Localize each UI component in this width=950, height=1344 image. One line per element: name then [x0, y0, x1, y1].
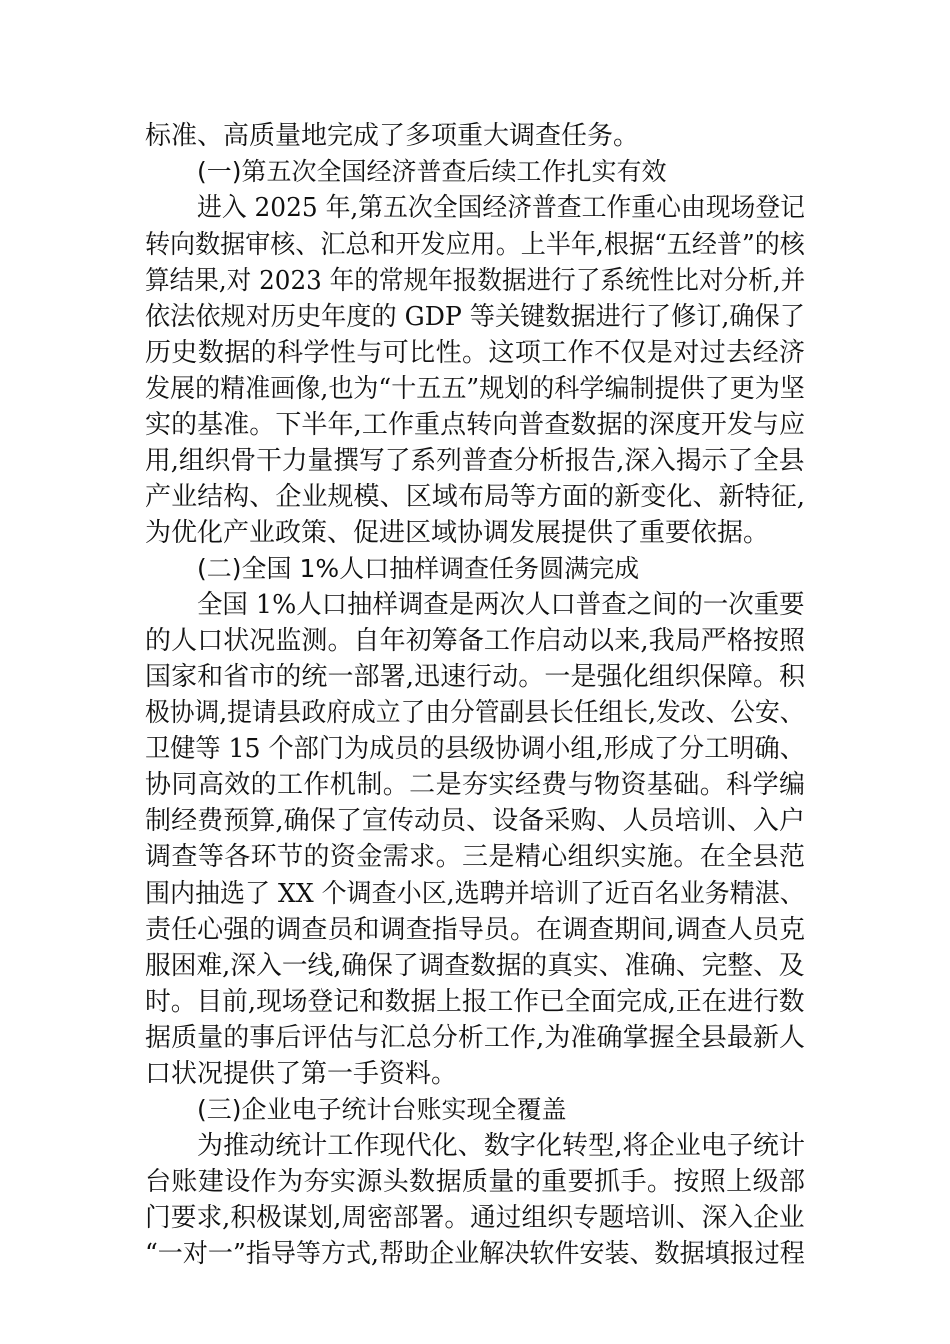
- text-line: 为推动统计工作现代化、数字化转型,将企业电子统计: [197, 1131, 805, 1161]
- text-line: 全国 1%人口抽样调查是两次人口普查之间的一次重要: [197, 590, 805, 620]
- text-line: 极协调,提请县政府成立了由分管副县长任组长,发改、公安、: [145, 698, 805, 728]
- text-line: 用,组织骨干力量撰写了系列普查分析报告,深入揭示了全县: [145, 446, 805, 476]
- section-heading-3: (三)企业电子统计台账实现全覆盖: [197, 1095, 567, 1124]
- text-line: 据质量的事后评估与汇总分析工作,为准确掌握全县最新人: [145, 1023, 805, 1053]
- text-line: 产业结构、企业规模、区域布局等方面的新变化、新特征,: [145, 482, 805, 512]
- text-line: 时。目前,现场登记和数据上报工作已全面完成,正在进行数: [145, 987, 805, 1017]
- text-line: 发展的精准画像,也为“十五五”规划的科学编制提供了更为坚: [145, 374, 805, 404]
- text-line: 围内抽选了 XX 个调查小区,选聘并培训了近百名业务精湛、: [145, 879, 805, 909]
- text-line: 国家和省市的统一部署,迅速行动。一是强化组织保障。积: [145, 662, 805, 692]
- text-line: 依法依规对历史年度的 GDP 等关键数据进行了修订,确保了: [145, 302, 805, 332]
- section-heading-1: (一)第五次全国经济普查后续工作扎实有效: [197, 157, 667, 186]
- text-line: 协同高效的工作机制。二是夯实经费与物资基础。科学编: [145, 770, 805, 800]
- text-line: 调查等各环节的资金需求。三是精心组织实施。在全县范: [145, 842, 805, 872]
- text-line: 卫健等 15 个部门为成员的县级协调小组,形成了分工明确、: [145, 734, 805, 764]
- text-line: 服困难,深入一线,确保了调查数据的真实、准确、完整、及: [145, 951, 805, 981]
- text-line: 制经费预算,确保了宣传动员、设备采购、人员培训、入户: [145, 806, 805, 836]
- text-line: 口状况提供了第一手资料。: [145, 1059, 458, 1089]
- text-line: “一对一”指导等方式,帮助企业解决软件安装、数据填报过程: [145, 1239, 805, 1269]
- text-line: 转向数据审核、汇总和开发应用。上半年,根据“五经普”的核: [145, 230, 805, 260]
- text-line: 算结果,对 2023 年的常规年报数据进行了系统性比对分析,并: [145, 266, 806, 296]
- text-line: 门要求,积极谋划,周密部署。通过组织专题培训、深入企业: [145, 1203, 805, 1233]
- text-line: 实的基准。下半年,工作重点转向普查数据的深度开发与应: [145, 410, 805, 440]
- text-line: 标准、高质量地完成了多项重大调查任务。: [145, 121, 640, 151]
- text-line: 为优化产业政策、促进区域协调发展提供了重要依据。: [145, 518, 770, 548]
- text-line: 进入 2025 年,第五次全国经济普查工作重心由现场登记: [197, 193, 805, 223]
- text-line: 台账建设作为夯实源头数据质量的重要抓手。按照上级部: [145, 1167, 805, 1197]
- text-line: 的人口状况监测。自年初筹备工作启动以来,我局严格按照: [145, 626, 805, 656]
- text-line: 历史数据的科学性与可比性。这项工作不仅是对过去经济: [145, 338, 805, 368]
- section-heading-2: (二)全国 1%人口抽样调查任务圆满完成: [197, 554, 640, 583]
- text-line: 责任心强的调查员和调查指导员。在调查期间,调查人员克: [145, 915, 805, 945]
